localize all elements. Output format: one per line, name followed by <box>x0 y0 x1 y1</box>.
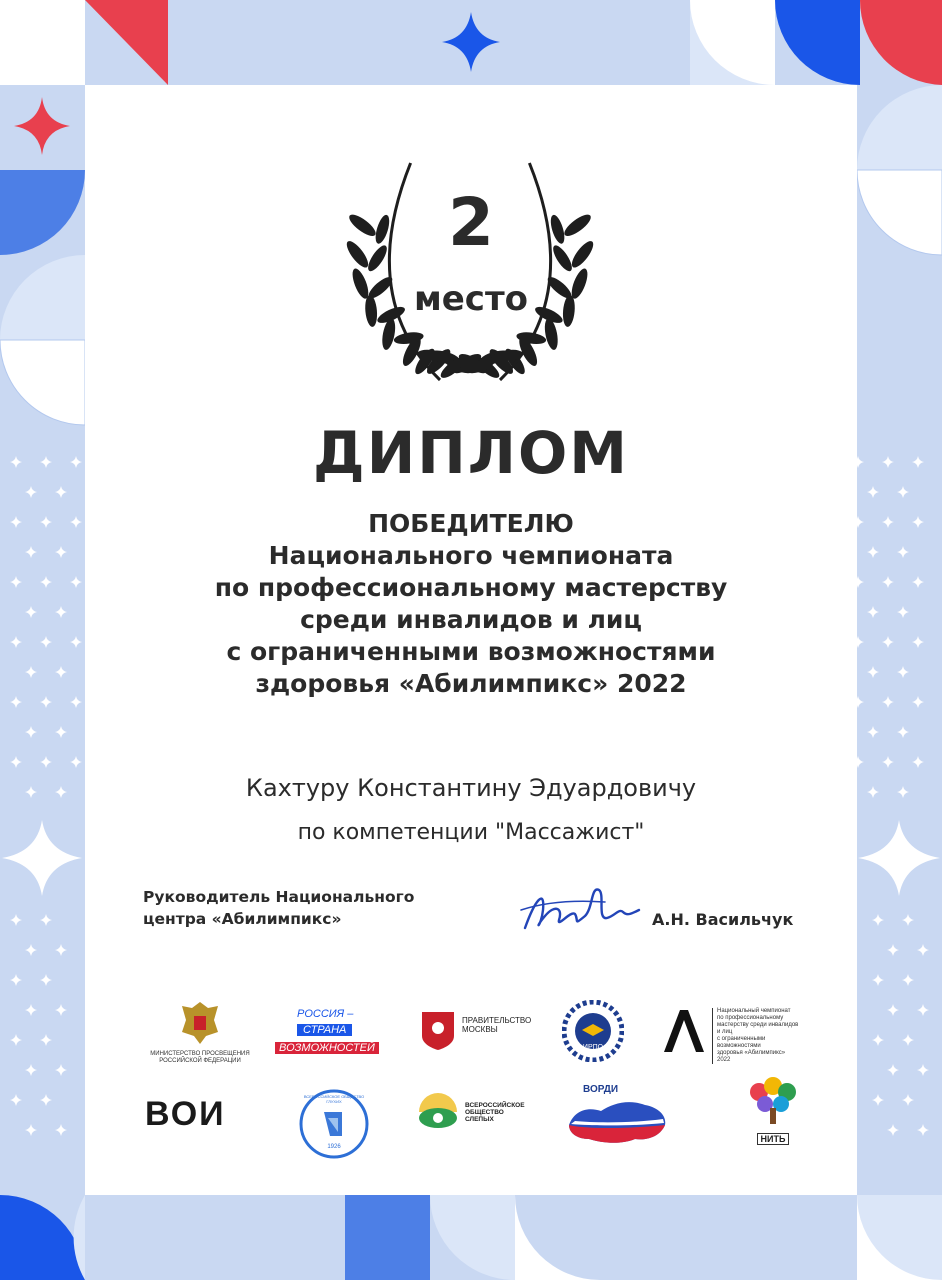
place-label: место <box>413 279 529 319</box>
decorative-star-icon <box>867 726 879 738</box>
decorative-star-icon <box>25 486 37 498</box>
vog-name: ВСЕРОССИЙСКОЕ ОБЩЕСТВО ГЛУХИХ <box>303 1094 365 1104</box>
logo-text-line: МОСКВЫ <box>462 1025 498 1034</box>
decorative-star-icon <box>897 486 909 498</box>
decorative-star-icon <box>872 914 884 926</box>
description-line: здоровья «Абилимпикс» 2022 <box>255 669 687 698</box>
decorative-star-icon <box>25 726 37 738</box>
vog-year: 1926 <box>327 1144 341 1150</box>
ministry-name-line: МИНИСТЕРСТВО ПРОСВЕЩЕНИЯ <box>150 1051 250 1057</box>
decorative-star-icon <box>902 914 914 926</box>
coat-of-arms-icon <box>178 998 222 1046</box>
laurel-wreath-icon <box>330 140 610 400</box>
signer-role-line: центра «Абилимпикс» <box>143 910 342 928</box>
ministry-name-line: РОССИЙСКОЙ ФЕДЕРАЦИИ <box>159 1058 241 1064</box>
award-description <box>0 508 942 700</box>
voi-logo <box>145 1095 260 1134</box>
decorative-star-icon <box>40 914 52 926</box>
signature-icon <box>515 880 645 940</box>
decorative-star-icon <box>902 1034 914 1046</box>
decorative-star-icon <box>55 944 67 956</box>
irpo-label: ИРПО <box>582 1044 604 1051</box>
vog-logo <box>298 1088 370 1160</box>
russia-map-icon <box>565 1095 669 1147</box>
diploma-title: ДИПЛОМ <box>313 419 629 487</box>
description-line: с ограниченными возможностями <box>226 637 716 666</box>
decorative-star-icon <box>40 756 52 768</box>
logo-text-line: СТРАНА <box>297 1024 352 1036</box>
signer-name: А.Н. Васильчук <box>652 910 794 929</box>
decorative-star-icon <box>55 1064 67 1076</box>
voi-label: ВОИ <box>145 1095 226 1133</box>
irpo-emblem-icon <box>562 1000 624 1062</box>
decorative-star-icon <box>902 1094 914 1106</box>
decorative-star-icon <box>867 486 879 498</box>
decorative-star-icon <box>887 944 899 956</box>
vos-logo <box>415 1088 525 1134</box>
russia-opportunities-logo <box>275 1008 390 1056</box>
decorative-star-icon <box>70 756 82 768</box>
description-line: ПОБЕДИТЕЛЮ <box>368 509 574 538</box>
decorative-star-icon <box>25 1064 37 1076</box>
irpo-logo <box>562 1000 624 1062</box>
nit-logo <box>745 1076 801 1147</box>
decorative-star-icon <box>55 486 67 498</box>
decorative-star-icon <box>10 1094 22 1106</box>
decorative-star-icon <box>872 1034 884 1046</box>
decorative-star-icon <box>872 974 884 986</box>
decorative-star-icon <box>917 1124 929 1136</box>
decorative-star-icon <box>40 974 52 986</box>
vos-name-line: ОБЩЕСТВО <box>465 1109 504 1116</box>
decorative-star-icon <box>917 1004 929 1016</box>
decorative-star-icon <box>25 944 37 956</box>
signer-role <box>143 886 414 930</box>
place-number: 2 <box>448 184 494 261</box>
decorative-star-icon <box>902 974 914 986</box>
decorative-star-icon <box>55 1004 67 1016</box>
abilympics-note-line: с ограниченными возможностями <box>717 1036 766 1049</box>
decorative-star-icon <box>10 974 22 986</box>
logo-text-line: ПРАВИТЕЛЬСТВО <box>462 1016 532 1025</box>
decorative-star-icon <box>887 1124 899 1136</box>
decorative-star-icon <box>10 756 22 768</box>
abilympics-a-icon <box>660 1008 708 1054</box>
decorative-star-icon <box>917 944 929 956</box>
abilympics-note-line: здоровья «Абилимпикс» 2022 <box>717 1050 786 1063</box>
vordi-label: ВОРДИ <box>583 1084 619 1095</box>
moscow-emblem-icon <box>420 1010 456 1052</box>
decorative-star-icon <box>10 1034 22 1046</box>
moscow-government-logo <box>420 1010 540 1052</box>
vos-sun-eye-icon <box>415 1088 461 1134</box>
decorative-star-icon <box>25 1004 37 1016</box>
signer-role-line: Руководитель Национального <box>143 888 415 906</box>
decorative-star-icon <box>917 1064 929 1076</box>
decorative-star-icon <box>887 1004 899 1016</box>
decorative-star-icon <box>55 1124 67 1136</box>
description-line: по профессиональному мастерству <box>214 573 728 602</box>
decorative-star-icon <box>55 726 67 738</box>
vos-name-line: СЛЕПЫХ <box>465 1116 494 1123</box>
abilympics-note-line: Национальный чемпионат <box>717 1008 791 1014</box>
decorative-star-icon <box>872 1094 884 1106</box>
decorative-star-icon <box>10 914 22 926</box>
abilympics-note-line: по профессиональному <box>717 1015 784 1021</box>
decorative-star-icon <box>912 756 924 768</box>
logo-text-line: ВОЗМОЖНОСТЕЙ <box>275 1042 379 1054</box>
decorative-star-icon <box>40 1094 52 1106</box>
competence: по компетенции "Массажист" <box>297 820 645 845</box>
vordi-logo <box>565 1084 675 1152</box>
abilympics-note-line: мастерству среди инвалидов и лиц <box>717 1022 799 1035</box>
decorative-star-icon <box>40 1034 52 1046</box>
description-line: Национального чемпионата <box>268 541 674 570</box>
recipient-name: Кахтуру Константину Эдуардовичу <box>245 774 697 802</box>
decorative-star-icon <box>887 1064 899 1076</box>
hands-tree-icon <box>747 1076 799 1124</box>
description-line: среди инвалидов и лиц <box>300 605 642 634</box>
vos-name-line: ВСЕРОССИЙСКОЕ <box>465 1102 525 1109</box>
decorative-star-icon <box>882 756 894 768</box>
decorative-star-icon <box>897 726 909 738</box>
decorative-star-icon <box>25 1124 37 1136</box>
abilympics-logo <box>660 1008 800 1064</box>
nit-label: НИТЬ <box>757 1133 790 1145</box>
logo-text-line: РОССИЯ – <box>297 1008 354 1020</box>
ministry-logo <box>140 998 260 1065</box>
